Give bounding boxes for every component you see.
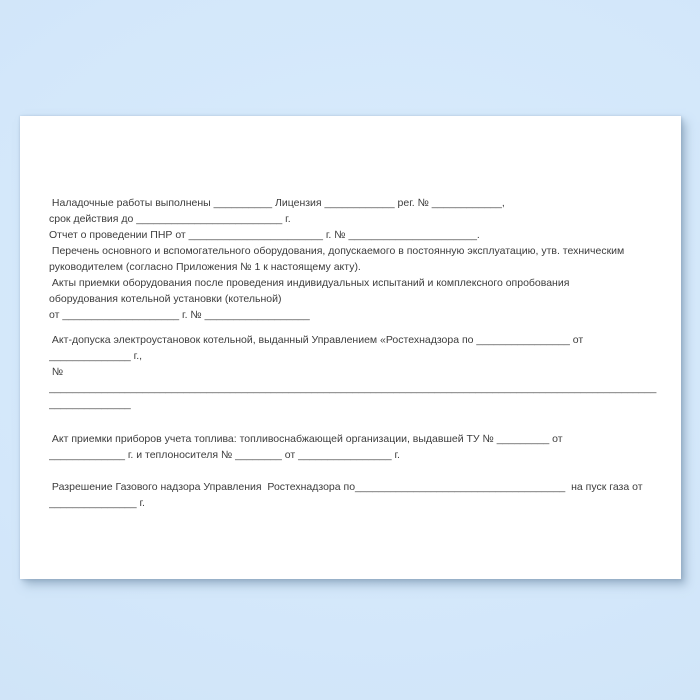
line-acceptance-acts-cont: оборудования котельной установки (котельной) [49, 293, 282, 305]
line-electrical-act-date: ______________ г., [49, 350, 143, 362]
line-acceptance-acts: Акты приемки оборудования после проведения индивидуальных испытаний и комплексного опробования [49, 277, 570, 289]
line-gas-permission: Разрешение Газового надзора Управления Ростехнадзора по____________________________________ на пуск газа от [49, 481, 643, 493]
line-fuel-metering-act: Акт приемки приборов учета топлива: топливоснабжающей организации, выдавшей ТУ № _________ от [49, 433, 563, 445]
line-pnr-report: Отчет о проведении ПНР от _______________________ г. № ______________________. [49, 229, 480, 241]
line-validity-period: срок действия до _________________________ г. [49, 213, 291, 225]
line-electrical-act: Акт-допуска электроустановок котельной, выданный Управлением «Ростехнадзора по ________________ от [49, 334, 584, 346]
line-blank-fill: ________________________________________________________________________________________________________ [49, 382, 657, 394]
line-equipment-list: Перечень основного и вспомогательного оборудования, допускаемого в постоянную эксплуатацию, утв. техническим [49, 245, 625, 257]
line-blank-fill-cont: ______________ [49, 398, 131, 410]
document-content [20, 116, 681, 511]
line-equipment-list-cont: руководителем (согласно Приложения № 1 к настоящему акту). [49, 261, 361, 273]
line-fuel-metering-cont: _____________ г. и теплоносителя № ________ от ________________ г. [49, 449, 400, 461]
line-gas-permission-date: _______________ г. [49, 497, 145, 509]
line-acceptance-date-number: от ____________________ г. № __________________ [49, 309, 310, 321]
document-page [20, 116, 681, 579]
line-adjustment-works: Наладочные работы выполнены __________ Лицензия ____________ рег. № ____________, [49, 197, 505, 209]
line-electrical-act-number: № [49, 366, 64, 378]
